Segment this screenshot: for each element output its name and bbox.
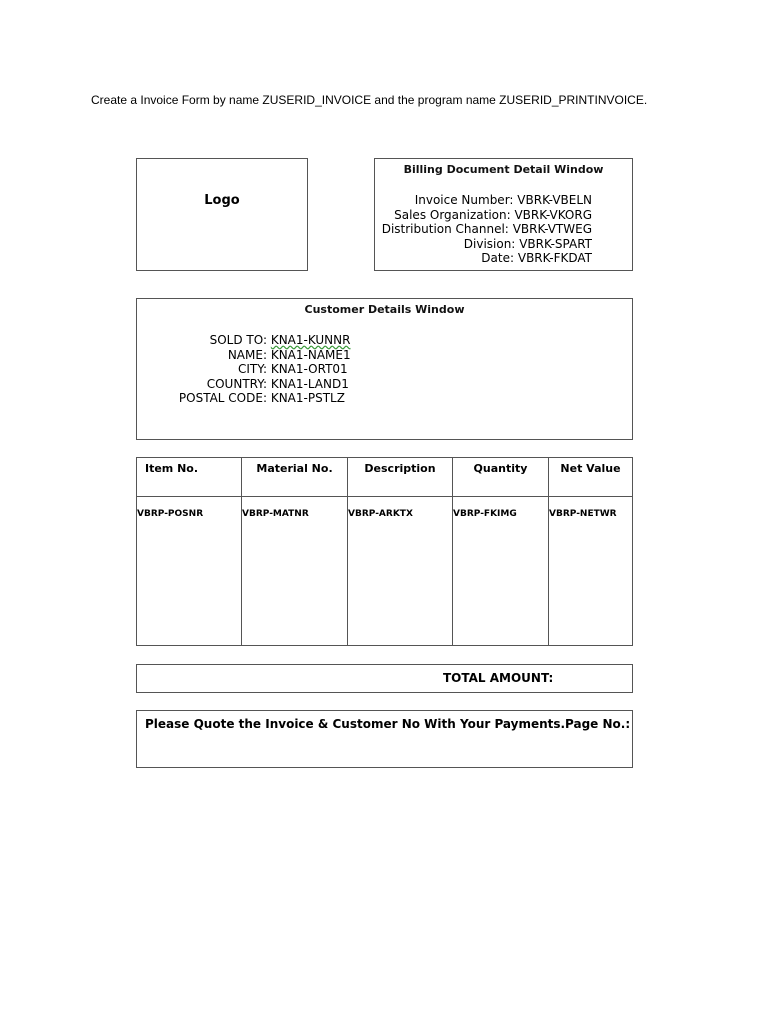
field-value: VBRK-VBELN bbox=[517, 193, 592, 207]
customer-field-sold-to bbox=[145, 333, 351, 348]
line-items-table bbox=[137, 458, 632, 645]
billing-field-date bbox=[382, 251, 592, 266]
line-items-window bbox=[136, 457, 633, 646]
billing-document-window bbox=[374, 158, 633, 271]
field-value: VBRK-SPART bbox=[519, 236, 592, 251]
column-header-material-no: Material No. bbox=[242, 458, 348, 496]
column-header-item-no: Item No. bbox=[137, 458, 242, 496]
field-label: NAME: bbox=[227, 347, 267, 362]
customer-field-country bbox=[145, 377, 351, 392]
table-row bbox=[137, 496, 632, 645]
customer-field-city bbox=[145, 362, 351, 377]
total-amount-label: TOTAL AMOUNT: bbox=[443, 671, 554, 685]
field-value: VBRK-VTWEG bbox=[512, 222, 592, 237]
billing-field-division bbox=[382, 237, 592, 252]
customer-details-window bbox=[136, 298, 633, 440]
cell-quantity: VBRP-FKIMG bbox=[453, 496, 549, 645]
field-label: Distribution Channel: bbox=[381, 222, 509, 237]
intro-text: Create a Invoice Form by name ZUSERID_INVOICE and the program name ZUSERID_PRINTINVOICE. bbox=[91, 93, 648, 107]
total-amount-window bbox=[136, 664, 633, 693]
billing-field-distribution-channel bbox=[382, 222, 592, 237]
field-value: KNA1-KUNNR bbox=[270, 333, 351, 347]
cell-net-value: VBRP-NETWR bbox=[549, 508, 617, 519]
logo-window bbox=[136, 158, 308, 271]
field-label: SOLD TO: bbox=[209, 333, 267, 347]
field-label: Invoice Number: bbox=[414, 193, 514, 207]
field-value: VBRK-VKORG bbox=[514, 207, 592, 222]
billing-field-invoice-number bbox=[382, 193, 592, 208]
field-value: VBRK-FKDAT bbox=[517, 251, 592, 266]
footer-message: Please Quote the Invoice & Customer No With Your Payments. bbox=[145, 717, 566, 731]
customer-fields bbox=[145, 333, 351, 406]
field-label: COUNTRY: bbox=[206, 376, 267, 391]
footer-window bbox=[136, 710, 633, 768]
table-header-row bbox=[137, 458, 632, 496]
field-label: Date: bbox=[481, 251, 515, 266]
customer-field-postal-code bbox=[145, 391, 351, 406]
field-label: Sales Organization: bbox=[394, 207, 511, 222]
field-value: KNA1-ORT01 bbox=[270, 362, 348, 377]
column-header-quantity: Quantity bbox=[453, 458, 549, 496]
logo-placeholder: Logo bbox=[204, 193, 240, 208]
cell-item-no: VBRP-POSNR bbox=[137, 496, 242, 645]
column-header-description: Description bbox=[348, 458, 453, 496]
cell-material-no: VBRP-MATNR bbox=[242, 496, 348, 645]
field-label: Division: bbox=[463, 236, 516, 251]
billing-window-title: Billing Document Detail Window bbox=[403, 163, 604, 176]
column-header-net-value: Net Value bbox=[549, 458, 633, 496]
customer-field-name bbox=[145, 348, 351, 363]
billing-fields bbox=[382, 193, 592, 266]
customer-window-title: Customer Details Window bbox=[304, 303, 465, 316]
field-label: POSTAL CODE: bbox=[178, 391, 267, 406]
billing-field-sales-organization bbox=[382, 208, 592, 223]
page-number-label: Page No.: bbox=[565, 717, 631, 731]
cell-description: VBRP-ARKTX bbox=[348, 496, 453, 645]
field-value: KNA1-NAME1 bbox=[270, 347, 351, 362]
field-label: CITY: bbox=[237, 362, 267, 377]
field-value: KNA1-PSTLZ bbox=[270, 391, 345, 406]
field-value: KNA1-LAND1 bbox=[270, 376, 349, 391]
